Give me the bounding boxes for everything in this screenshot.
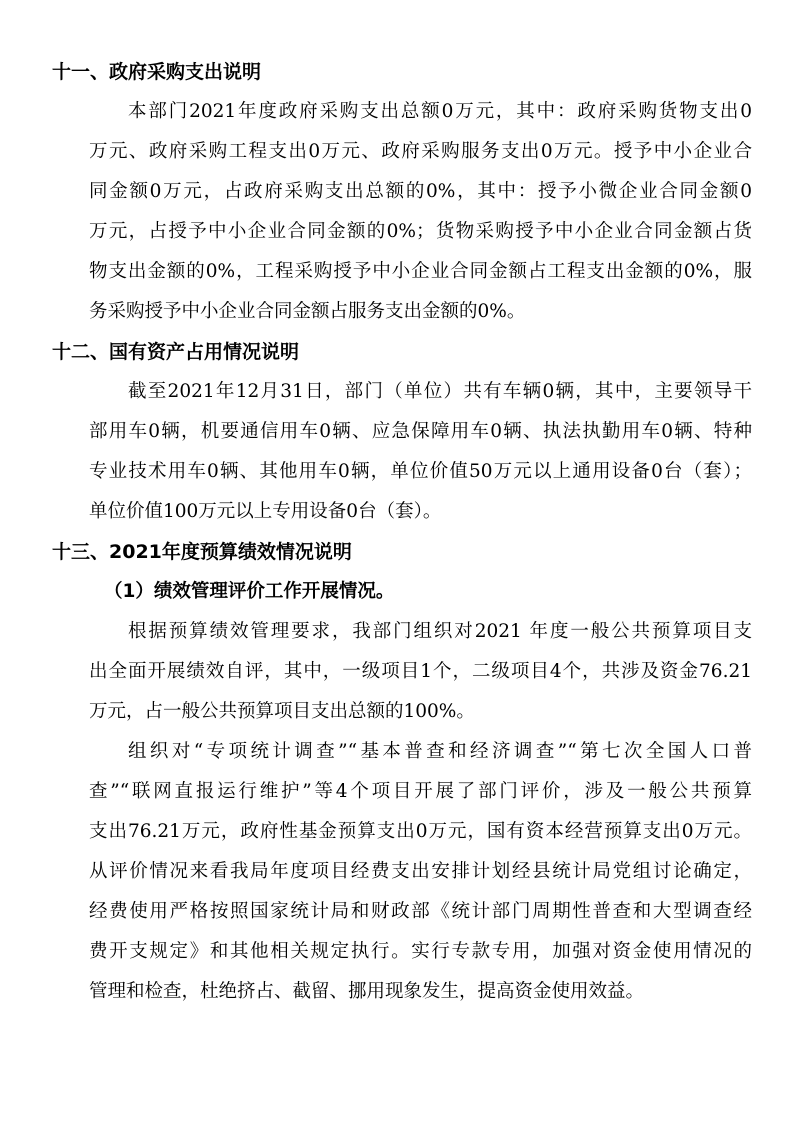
text-line: 物支出金额的0%，工程采购授予中小企业合同金额占工程支出金额的0%，服 (89, 261, 752, 282)
text-line: 管理和检查，杜绝挤占、截留、挪用现象发生，提高资金使用效益。 (89, 981, 645, 1002)
procurement-paragraph (52, 92, 752, 332)
section-heading-performance: 十三、2021年度预算绩效情况说明 (52, 541, 352, 563)
text-line: 经费使用严格按照国家统计局和财政部《统计部门周期性普查和大型调查经 (89, 901, 752, 922)
text-line: 部用车0辆，机要通信用车0辆、应急保障用车0辆、执法执勤用车0辆、特种 (89, 421, 752, 442)
text-line: 查”“联网直报运行维护”等4个项目开展了部门评价，涉及一般公共预算 (89, 781, 752, 802)
text-line: 万元，占授予中小企业合同金额的0%；货物采购授予中小企业合同金额占货 (89, 221, 752, 242)
document-page (52, 52, 752, 1012)
text-line: 支出76.21万元，政府性基金预算支出0万元，国有资本经营预算支出0万元。 (89, 821, 752, 842)
text-line: 本部门2021年度政府采购支出总额0万元，其中：政府采购货物支出0 (128, 101, 752, 122)
text-line: 组织对“专项统计调查”“基本普查和经济调查”“第七次全国人口普 (128, 741, 752, 762)
assets-paragraph (52, 372, 752, 532)
text-line: 单位价值100万元以上专用设备0台（套）。 (89, 501, 442, 522)
text-line: 费开支规定》和其他相关规定执行。实行专款专用，加强对资金使用情况的 (89, 941, 752, 962)
text-line: 专业技术用车0辆、其他用车0辆，单位价值50万元以上通用设备0台（套）； (89, 461, 752, 482)
text-line: 根据预算绩效管理要求，我部门组织对2021 年度一般公共预算项目支 (128, 621, 752, 642)
performance-paragraph-2 (52, 732, 752, 1012)
text-line: 从评价情况来看我局年度项目经费支出安排计划经县统计局党组讨论确定， (89, 861, 752, 882)
text-line: 万元，占一般公共预算项目支出总额的100%。 (89, 701, 475, 722)
section-heading-assets: 十二、国有资产占用情况说明 (52, 341, 300, 363)
text-line: 截至2021年12月31日，部门（单位）共有车辆0辆，其中，主要领导干 (128, 381, 752, 402)
text-line: 万元、政府采购工程支出0万元、政府采购服务支出0万元。授予中小企业合 (89, 141, 752, 162)
text-line: 同金额0万元，占政府采购支出总额的0%，其中：授予小微企业合同金额0 (89, 181, 752, 202)
performance-paragraph-1 (52, 612, 752, 732)
section-heading-procurement: 十一、政府采购支出说明 (52, 61, 262, 83)
text-line: 出全面开展绩效自评，其中，一级项目1个，二级项目4个，共涉及资金76.21 (89, 661, 752, 682)
text-line: 务采购授予中小企业合同金额占服务支出金额的0%。 (89, 301, 526, 322)
subheading-performance-management: （1）绩效管理评价工作开展情况。 (104, 581, 395, 602)
